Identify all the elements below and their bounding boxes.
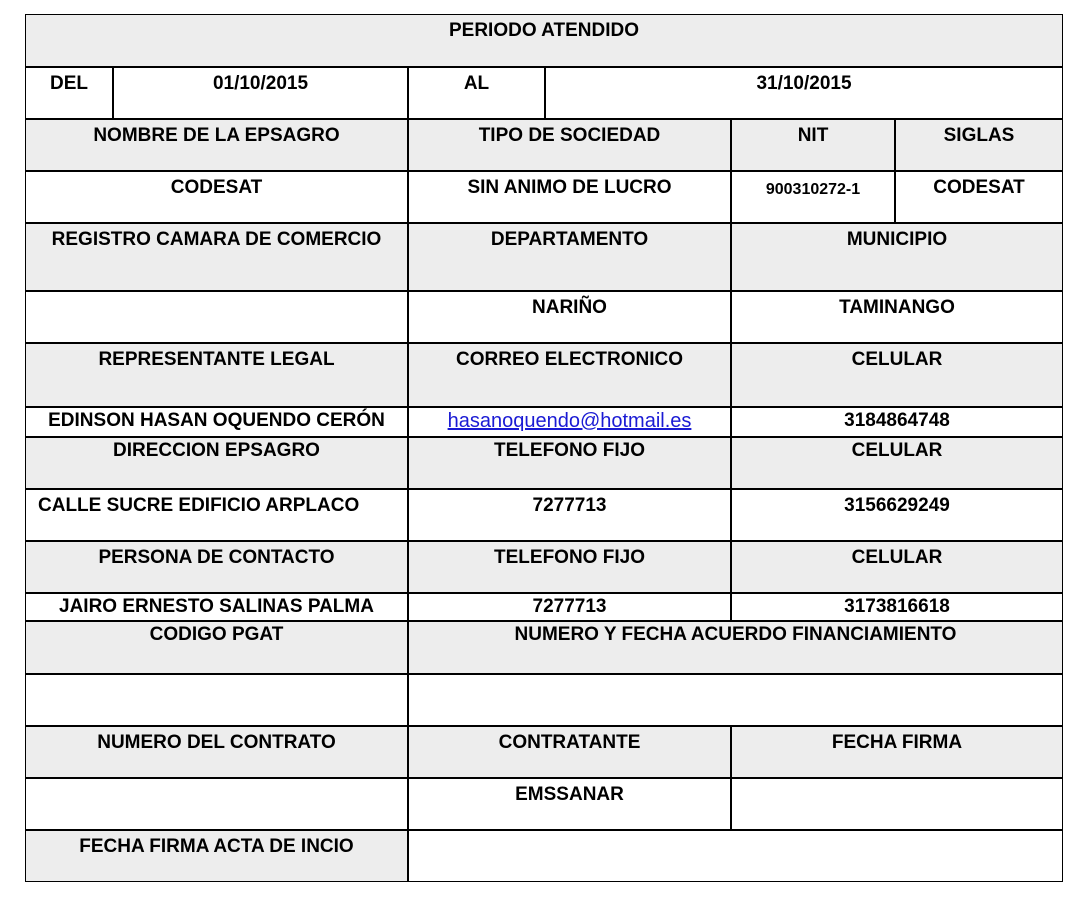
tipo-sociedad-label: TIPO DE SOCIEDAD (408, 119, 731, 171)
direccion-value: CALLE SUCRE EDIFICIO ARPLACO (25, 489, 408, 541)
celular-value-1: 3184864748 (731, 407, 1063, 437)
tipo-sociedad-value: SIN ANIMO DE LUCRO (408, 171, 731, 223)
celular-value-2: 3156629249 (731, 489, 1063, 541)
numero-contrato-label: NUMERO DEL CONTRATO (25, 726, 408, 778)
celular-label-1: CELULAR (731, 343, 1063, 407)
nit-value: 900310272-1 (731, 171, 895, 223)
departamento-value: NARIÑO (408, 291, 731, 343)
periodo-title: PERIODO ATENDIDO (25, 14, 1063, 67)
celular-label-2: CELULAR (731, 437, 1063, 489)
siglas-value: CODESAT (895, 171, 1063, 223)
fecha-firma-value (731, 778, 1063, 830)
fecha-firma-label: FECHA FIRMA (731, 726, 1063, 778)
registro-camara-value (25, 291, 408, 343)
correo-link[interactable]: hasanoquendo@hotmail.es (447, 410, 692, 432)
representante-legal-label: REPRESENTANTE LEGAL (25, 343, 408, 407)
departamento-label: DEPARTAMENTO (408, 223, 731, 291)
telefono-fijo-value-1: 7277713 (408, 489, 731, 541)
nit-label: NIT (731, 119, 895, 171)
telefono-fijo-value-2: 7277713 (408, 593, 731, 621)
municipio-value: TAMINANGO (731, 291, 1063, 343)
contratante-label: CONTRATANTE (408, 726, 731, 778)
acuerdo-financiamiento-label: NUMERO Y FECHA ACUERDO FINANCIAMIENTO (408, 621, 1063, 674)
nombre-epsagro-label: NOMBRE DE LA EPSAGRO (25, 119, 408, 171)
telefono-fijo-label-1: TELEFONO FIJO (408, 437, 731, 489)
acuerdo-financiamiento-value (408, 674, 1063, 726)
celular-label-3: CELULAR (731, 541, 1063, 593)
registro-camara-label: REGISTRO CAMARA DE COMERCIO (25, 223, 408, 291)
numero-contrato-value (25, 778, 408, 830)
al-label: AL (408, 67, 545, 119)
codigo-pgat-value (25, 674, 408, 726)
correo-label: CORREO ELECTRONICO (408, 343, 731, 407)
del-label: DEL (25, 67, 113, 119)
contratante-value: EMSSANAR (408, 778, 731, 830)
direccion-label: DIRECCION EPSAGRO (25, 437, 408, 489)
telefono-fijo-label-2: TELEFONO FIJO (408, 541, 731, 593)
persona-contacto-value: JAIRO ERNESTO SALINAS PALMA (25, 593, 408, 621)
correo-cell (408, 407, 731, 437)
fecha-firma-acta-value (408, 830, 1063, 882)
nombre-epsagro-value: CODESAT (25, 171, 408, 223)
celular-value-3: 3173816618 (731, 593, 1063, 621)
al-value: 31/10/2015 (545, 67, 1063, 119)
representante-legal-value: EDINSON HASAN OQUENDO CERÓN (25, 407, 408, 437)
persona-contacto-label: PERSONA DE CONTACTO (25, 541, 408, 593)
siglas-label: SIGLAS (895, 119, 1063, 171)
del-value: 01/10/2015 (113, 67, 408, 119)
codigo-pgat-label: CODIGO PGAT (25, 621, 408, 674)
municipio-label: MUNICIPIO (731, 223, 1063, 291)
fecha-firma-acta-label: FECHA FIRMA ACTA DE INCIO (25, 830, 408, 882)
